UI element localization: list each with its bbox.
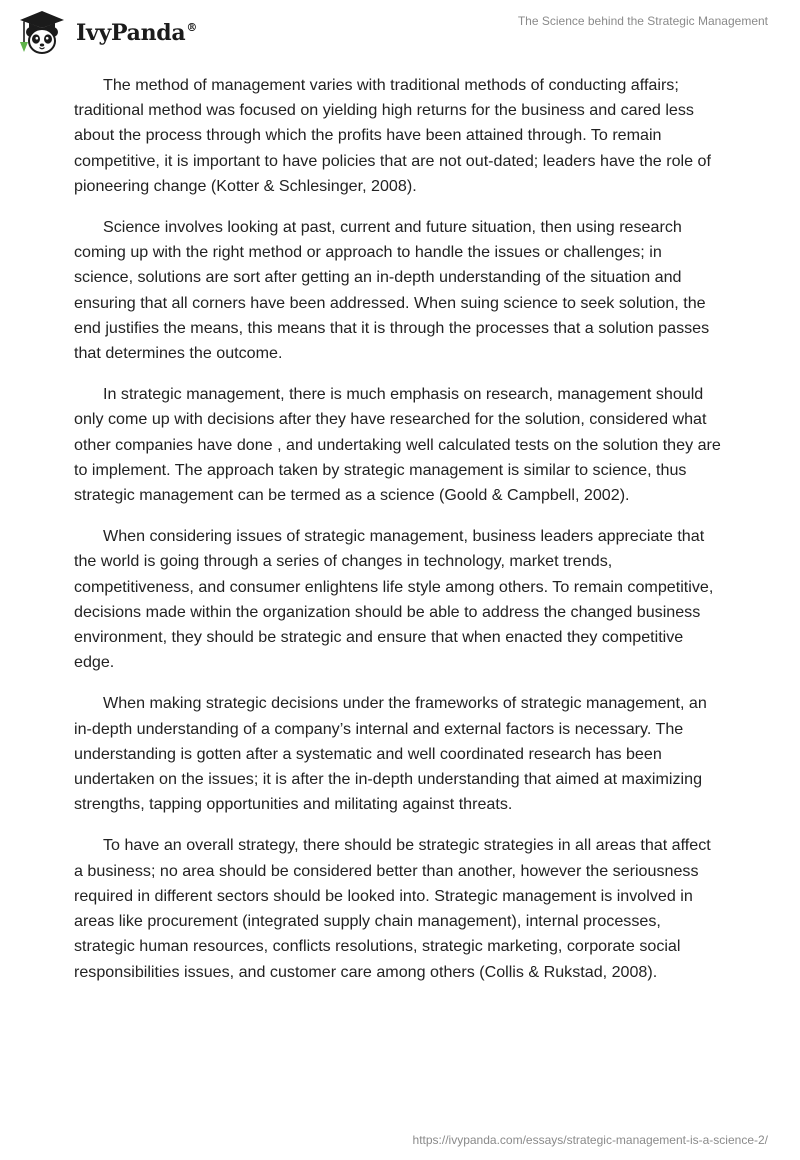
document-title: The Science behind the Strategic Management	[517, 14, 768, 28]
panda-graduate-icon	[14, 8, 70, 56]
source-url[interactable]: https://ivypanda.com/essays/strategic-management-is-a-science-2/	[412, 1133, 768, 1147]
paragraph: Science involves looking at past, current and future situation, then using research coming up with the right method or approach to handle the issues or challenges; in science, solutions are sort after getting an in-depth understanding of the situation and ensuring that all corners have been addressed. When suing science to seek solution, the end justifies the means, this means that it is through the processes that a solution passes that determines the outcome.	[74, 218, 710, 363]
paragraph: When making strategic decisions under the frameworks of strategic management, an in-depth understanding of a company’s internal and external factors is necessary. The understanding is gotten after a systematic and well coordinated research has been undertaken on the issues; it is after the in-depth understanding that aimed at maximizing strengths, tapping opportunities and militating against threats.	[74, 694, 707, 814]
ivypanda-logo[interactable]	[14, 8, 197, 56]
paragraph: To have an overall strategy, there should be strategic strategies in all areas that affect a business; no area should be considered better than another, however the seriousness required in different sectors should be looked into. Strategic management is involved in areas like procurement (integrated supply chain management), internal processes, strategic human resources, conflicts resolutions, strategic marketing, corporate social responsibilities issues, and customer care among others (Collis & Rukstad, 2008).	[74, 836, 711, 981]
page-header	[0, 0, 800, 64]
brand-name: IvyPanda®	[76, 20, 198, 46]
paragraph: The method of management varies with traditional methods of conducting affairs; traditional method was focused on yielding high returns for the business and cared less about the process through which the profits have been attained through. To remain competitive, it is important to have policies that are not out-dated; leaders have the role of pioneering change (Kotter & Schlesinger, 2008).	[74, 76, 711, 195]
paragraph: When considering issues of strategic management, business leaders appreciate that the world is going through a series of changes in technology, market trends, competitiveness, and consumer enlightens life style among others. To remain competitive, decisions made within the organization should be able to address the changed business environment, they should be strategic and ensure that when enacted they competitive edge.	[74, 527, 714, 672]
paragraph: In strategic management, there is much emphasis on research, management should only come up with decisions after they have researched for the solution, considered what other companies have done , and undertaking well calculated tests on the solution they are to implement. The approach taken by strategic management is similar to science, thus strategic management can be termed as a science (Goold & Campbell, 2002).	[74, 385, 721, 505]
essay-body	[74, 73, 722, 1001]
